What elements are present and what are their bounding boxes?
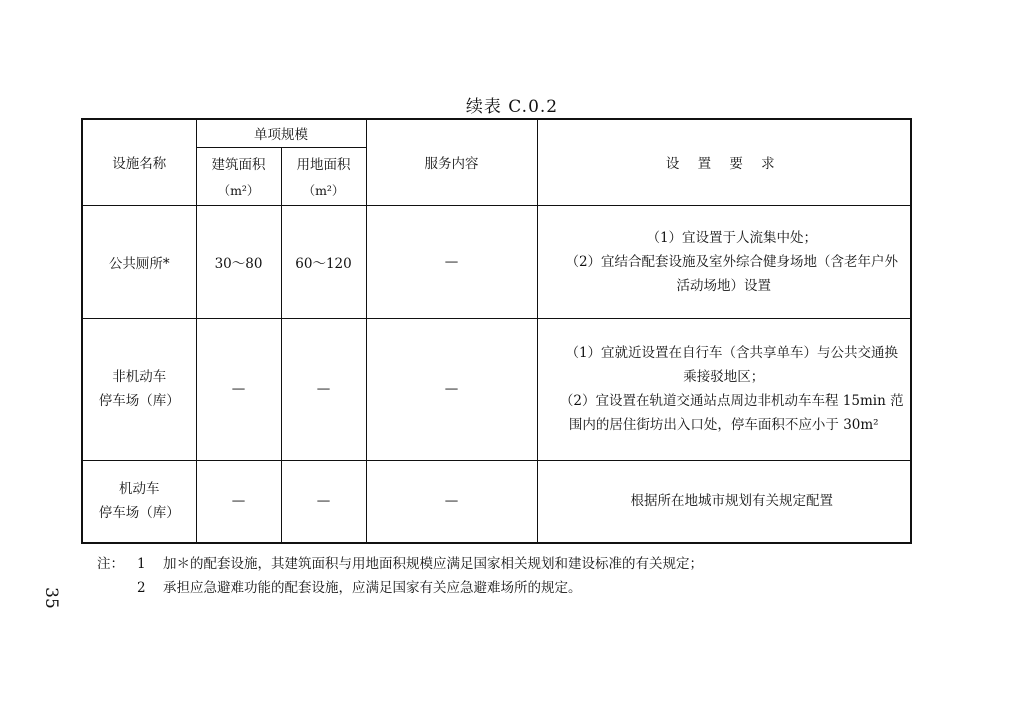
requirement-cell (537, 205, 911, 318)
header-requirements (537, 119, 911, 205)
table-row (82, 318, 911, 460)
header-facility-name: 设施名称 (82, 119, 196, 205)
facility-name-cell (82, 318, 196, 460)
facility-name-cell (82, 460, 196, 543)
note-text: 承担应急避难功能的配套设施，应满足国家有关应急避难场所的规定。 (163, 580, 582, 596)
table-caption: 续表 C.0.2 (465, 97, 559, 117)
table-row (82, 205, 911, 318)
facility-name-cell (82, 205, 196, 318)
requirement-line: （2）宜设置在轨道交通站点周边非机动车车程 15min 范 (559, 393, 904, 409)
requirement-line: 根据所在地城市规划有关规定配置 (630, 493, 833, 510)
facility-table (81, 118, 912, 544)
requirement-line: （2）宜结合配套设施及室外综合健身场地（含老年户外 (565, 253, 899, 270)
header-building-area-unit: （m²） (217, 183, 260, 198)
requirement-line: （1）宜就近设置在自行车（含共享单车）与公共交通换 (565, 345, 899, 361)
note-number: 2 (137, 580, 146, 596)
requirement-line: 乘接驳地区； (683, 369, 765, 385)
header-scale-group: 单项规模 (196, 119, 366, 147)
requirement-line: （1）宜设置于人流集中处； (646, 229, 818, 246)
land-area-cell: 60～120 (281, 205, 366, 318)
facility-name-line: 停车场（库） (98, 505, 180, 522)
service-cell: — (366, 318, 537, 460)
requirement-cell (537, 460, 911, 543)
note-item (97, 576, 703, 600)
service-cell: — (366, 460, 537, 543)
note-prefix: 注： (97, 556, 124, 572)
requirement-line: 围内的居住街坊出入口处，停车面积不应小于 30m² (568, 417, 879, 433)
facility-name-line: 机动车 (119, 481, 160, 498)
requirement-cell (537, 318, 911, 460)
facility-name-line: 公共厕所* (108, 255, 170, 272)
table-notes (97, 552, 703, 600)
page-number: 35 (40, 587, 61, 609)
note-item (97, 552, 703, 576)
service-cell: — (366, 205, 537, 318)
land-area-cell: — (281, 318, 366, 460)
header-land-area-unit: （m²） (302, 183, 345, 198)
header-land-area-label: 用地面积 (296, 157, 351, 173)
header-service: 服务内容 (366, 119, 537, 205)
note-number: 1 (137, 556, 146, 572)
header-building-area-label: 建筑面积 (211, 157, 266, 173)
land-area-cell: — (281, 460, 366, 543)
facility-name-line: 停车场（库） (98, 393, 180, 409)
facility-name-line: 非机动车 (112, 369, 167, 385)
note-text: 加＊的配套设施，其建筑面积与用地面积规模应满足国家相关规划和建设标准的有关规定； (163, 556, 703, 572)
building-area-cell: — (196, 460, 281, 543)
header-requirements-label: 设 置 要 求 (665, 156, 782, 173)
table-row (82, 460, 911, 543)
building-area-cell: — (196, 318, 281, 460)
building-area-cell: 30～80 (196, 205, 281, 318)
header-land-area (281, 147, 366, 205)
requirement-line: 活动场地）设置 (676, 277, 771, 294)
header-building-area (196, 147, 281, 205)
